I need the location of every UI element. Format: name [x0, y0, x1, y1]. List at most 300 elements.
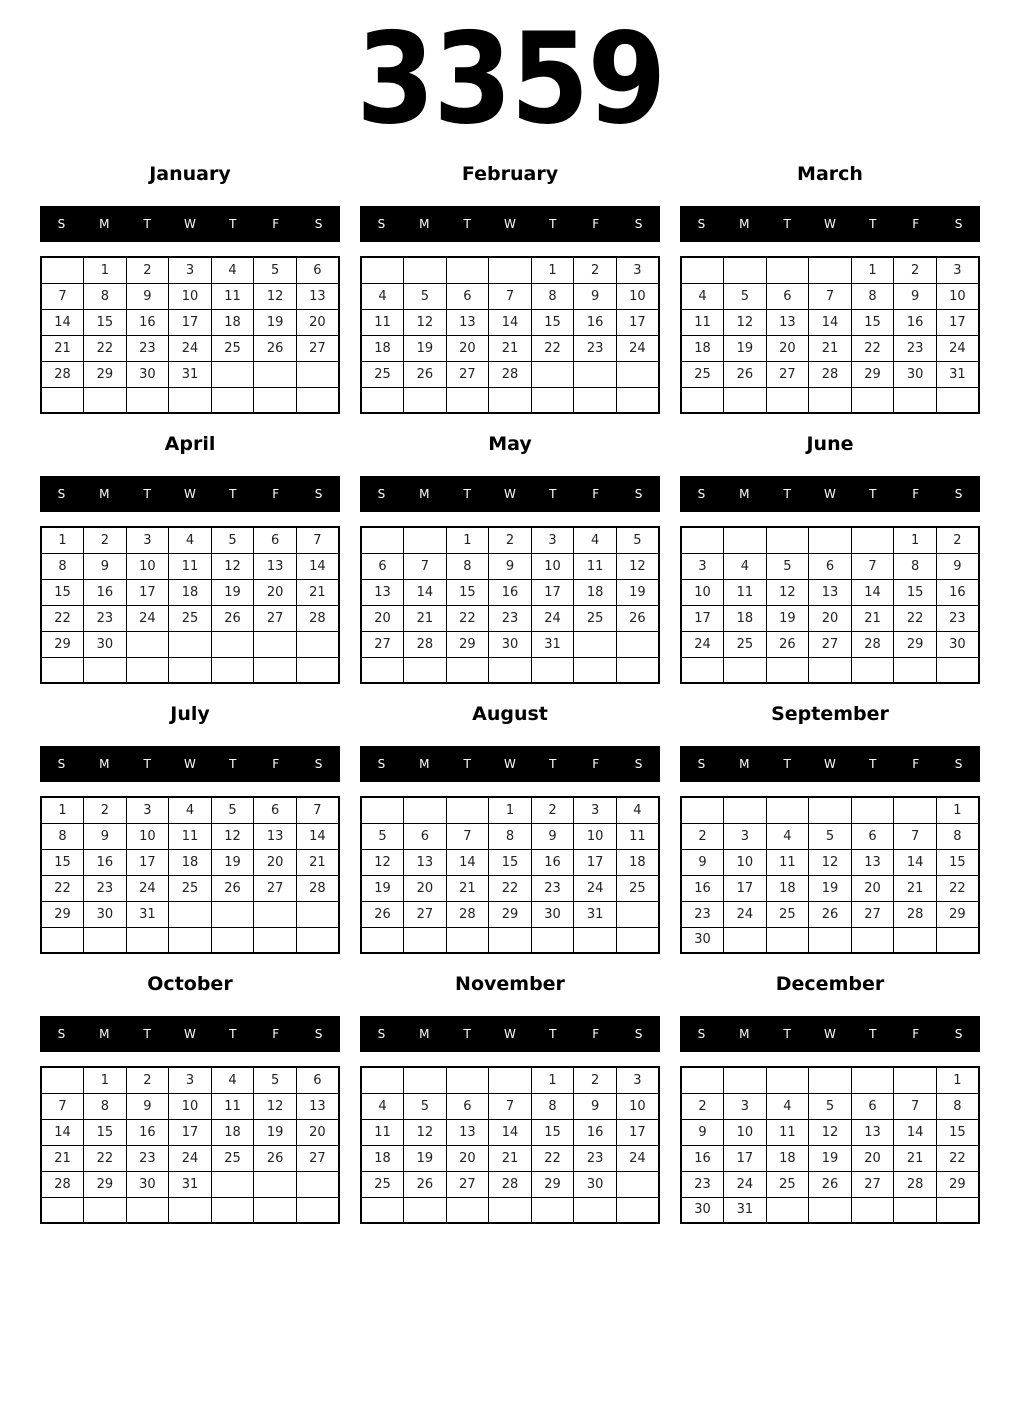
- date-cell: 4: [681, 283, 724, 309]
- weekday-letter: S: [377, 1027, 386, 1041]
- empty-cell: [126, 1197, 169, 1223]
- date-cell: 7: [296, 797, 339, 823]
- weekday-letter: S: [57, 757, 66, 771]
- week-row: [681, 1171, 979, 1197]
- empty-cell: [616, 1171, 659, 1197]
- week-row: [681, 875, 979, 901]
- week-row: [41, 901, 339, 927]
- weekday-letter: S: [634, 757, 643, 771]
- week-row: [681, 1197, 979, 1223]
- empty-cell: [894, 1067, 937, 1093]
- date-cell: 22: [446, 605, 489, 631]
- date-cell: 26: [404, 1171, 447, 1197]
- date-cell: 8: [489, 823, 532, 849]
- empty-cell: [489, 657, 532, 683]
- date-cell: 2: [84, 797, 127, 823]
- empty-cell: [211, 631, 254, 657]
- date-cell: 8: [84, 1093, 127, 1119]
- weekday-letter: S: [377, 217, 386, 231]
- date-cell: 10: [531, 553, 574, 579]
- date-cell: 9: [126, 283, 169, 309]
- week-row: [41, 579, 339, 605]
- date-cell: 7: [296, 527, 339, 553]
- empty-cell: [446, 387, 489, 413]
- empty-cell: [254, 927, 297, 953]
- date-cell: 20: [361, 605, 404, 631]
- date-cell: 16: [936, 579, 979, 605]
- empty-cell: [446, 657, 489, 683]
- weekday-letter: T: [549, 487, 557, 501]
- date-cell: 21: [851, 605, 894, 631]
- month-title: December: [775, 973, 885, 995]
- date-cell: 3: [126, 797, 169, 823]
- empty-cell: [681, 797, 724, 823]
- date-cell: 15: [936, 849, 979, 875]
- weekday-letter: T: [229, 757, 237, 771]
- weekday-letter: T: [143, 1027, 151, 1041]
- date-cell: 4: [361, 283, 404, 309]
- week-row: [681, 553, 979, 579]
- date-cell: 20: [766, 335, 809, 361]
- empty-cell: [936, 387, 979, 413]
- empty-cell: [211, 1171, 254, 1197]
- empty-cell: [724, 797, 767, 823]
- week-row: [41, 361, 339, 387]
- weekday-letter: T: [869, 757, 877, 771]
- empty-cell: [531, 927, 574, 953]
- weekday-letter: T: [869, 487, 877, 501]
- weekday-letter: T: [549, 1027, 557, 1041]
- date-cell: 7: [851, 553, 894, 579]
- empty-cell: [361, 657, 404, 683]
- date-cell: 27: [254, 605, 297, 631]
- date-cell: 10: [936, 283, 979, 309]
- empty-cell: [41, 257, 84, 283]
- weekday-letter: S: [954, 1027, 963, 1041]
- empty-cell: [446, 1067, 489, 1093]
- empty-cell: [616, 361, 659, 387]
- weekday-header-bar: [360, 746, 660, 782]
- date-cell: 18: [681, 335, 724, 361]
- date-cell: 31: [169, 1171, 212, 1197]
- date-cell: 25: [766, 1171, 809, 1197]
- empty-cell: [936, 927, 979, 953]
- date-cell: 25: [681, 361, 724, 387]
- empty-cell: [766, 387, 809, 413]
- date-cell: 29: [84, 361, 127, 387]
- date-cell: 28: [296, 875, 339, 901]
- date-cell: 19: [404, 1145, 447, 1171]
- empty-cell: [126, 927, 169, 953]
- weekday-letter: T: [783, 217, 791, 231]
- date-cell: 30: [126, 1171, 169, 1197]
- empty-cell: [41, 387, 84, 413]
- date-cell: 14: [489, 1119, 532, 1145]
- empty-cell: [254, 901, 297, 927]
- empty-cell: [446, 1197, 489, 1223]
- date-cell: 4: [169, 797, 212, 823]
- weekday-letter: M: [419, 757, 430, 771]
- date-cell: 16: [84, 849, 127, 875]
- months-grid: [0, 158, 1020, 1224]
- date-cell: 27: [446, 361, 489, 387]
- week-row: [361, 657, 659, 683]
- date-cell: 16: [681, 1145, 724, 1171]
- week-row: [681, 1119, 979, 1145]
- date-cell: 26: [616, 605, 659, 631]
- date-grid: [680, 1066, 980, 1224]
- date-cell: 17: [681, 605, 724, 631]
- date-cell: 15: [41, 849, 84, 875]
- empty-cell: [169, 631, 212, 657]
- empty-cell: [766, 527, 809, 553]
- date-cell: 21: [41, 1145, 84, 1171]
- date-cell: 9: [681, 1119, 724, 1145]
- date-cell: 6: [296, 1067, 339, 1093]
- date-cell: 2: [681, 1093, 724, 1119]
- date-cell: 22: [936, 875, 979, 901]
- date-cell: 2: [126, 257, 169, 283]
- month-title: May: [488, 433, 532, 455]
- weekday-letter: M: [99, 757, 110, 771]
- empty-cell: [296, 361, 339, 387]
- weekday-letter: W: [504, 1027, 516, 1041]
- week-row: [681, 527, 979, 553]
- empty-cell: [446, 797, 489, 823]
- date-cell: 24: [126, 605, 169, 631]
- weekday-letter: F: [592, 217, 600, 231]
- date-cell: 30: [489, 631, 532, 657]
- date-cell: 3: [616, 1067, 659, 1093]
- date-cell: 24: [936, 335, 979, 361]
- empty-cell: [574, 387, 617, 413]
- empty-cell: [296, 901, 339, 927]
- date-cell: 11: [724, 579, 767, 605]
- weekday-letter: F: [592, 757, 600, 771]
- date-cell: 31: [531, 631, 574, 657]
- week-row: [361, 875, 659, 901]
- empty-cell: [809, 927, 852, 953]
- date-cell: 5: [254, 257, 297, 283]
- date-cell: 23: [84, 605, 127, 631]
- date-cell: 8: [531, 283, 574, 309]
- empty-cell: [41, 1197, 84, 1223]
- date-cell: 21: [296, 579, 339, 605]
- date-cell: 3: [169, 257, 212, 283]
- empty-cell: [41, 927, 84, 953]
- empty-cell: [254, 657, 297, 683]
- date-cell: 2: [936, 527, 979, 553]
- date-cell: 16: [574, 309, 617, 335]
- date-cell: 13: [296, 283, 339, 309]
- weekday-letter: S: [314, 487, 323, 501]
- empty-cell: [681, 387, 724, 413]
- week-row: [41, 875, 339, 901]
- date-cell: 12: [254, 283, 297, 309]
- date-cell: 14: [296, 823, 339, 849]
- date-cell: 1: [894, 527, 937, 553]
- empty-cell: [169, 657, 212, 683]
- empty-cell: [296, 631, 339, 657]
- weekday-letter: F: [592, 487, 600, 501]
- date-cell: 5: [254, 1067, 297, 1093]
- week-row: [361, 527, 659, 553]
- weekday-letter: W: [504, 487, 516, 501]
- weekday-header-bar: [680, 1016, 980, 1052]
- week-row: [41, 527, 339, 553]
- date-cell: 14: [851, 579, 894, 605]
- date-grid: [40, 256, 340, 414]
- weekday-header-bar: [680, 746, 980, 782]
- date-cell: 1: [84, 257, 127, 283]
- date-cell: 27: [766, 361, 809, 387]
- week-row: [361, 335, 659, 361]
- week-row: [361, 579, 659, 605]
- date-cell: 17: [616, 1119, 659, 1145]
- date-cell: 20: [851, 875, 894, 901]
- date-cell: 26: [361, 901, 404, 927]
- empty-cell: [361, 527, 404, 553]
- date-cell: 22: [41, 605, 84, 631]
- empty-cell: [41, 1067, 84, 1093]
- weekday-letter: T: [143, 487, 151, 501]
- empty-cell: [574, 927, 617, 953]
- week-row: [681, 309, 979, 335]
- empty-cell: [894, 387, 937, 413]
- date-cell: 31: [724, 1197, 767, 1223]
- date-cell: 21: [41, 335, 84, 361]
- date-cell: 5: [724, 283, 767, 309]
- date-cell: 6: [446, 1093, 489, 1119]
- weekday-header-bar: [40, 1016, 340, 1052]
- date-cell: 12: [404, 1119, 447, 1145]
- date-cell: 20: [296, 1119, 339, 1145]
- date-cell: 26: [766, 631, 809, 657]
- weekday-header-bar: [680, 476, 980, 512]
- date-cell: 23: [126, 335, 169, 361]
- date-cell: 10: [616, 1093, 659, 1119]
- date-cell: 7: [489, 1093, 532, 1119]
- date-cell: 9: [936, 553, 979, 579]
- weekday-header-bar: [40, 476, 340, 512]
- date-cell: 9: [84, 553, 127, 579]
- month-title: June: [806, 433, 854, 455]
- date-cell: 30: [531, 901, 574, 927]
- date-cell: 18: [169, 849, 212, 875]
- date-cell: 16: [84, 579, 127, 605]
- date-cell: 12: [809, 1119, 852, 1145]
- date-cell: 9: [489, 553, 532, 579]
- date-cell: 15: [84, 1119, 127, 1145]
- date-cell: 3: [169, 1067, 212, 1093]
- date-cell: 12: [254, 1093, 297, 1119]
- date-cell: 18: [616, 849, 659, 875]
- date-cell: 27: [296, 1145, 339, 1171]
- date-cell: 9: [84, 823, 127, 849]
- date-cell: 21: [296, 849, 339, 875]
- date-cell: 3: [531, 527, 574, 553]
- week-row: [361, 901, 659, 927]
- date-cell: 28: [41, 361, 84, 387]
- date-cell: 13: [766, 309, 809, 335]
- date-cell: 28: [296, 605, 339, 631]
- date-cell: 12: [616, 553, 659, 579]
- date-cell: 8: [936, 1093, 979, 1119]
- empty-cell: [809, 657, 852, 683]
- date-cell: 27: [446, 1171, 489, 1197]
- date-cell: 8: [851, 283, 894, 309]
- date-cell: 16: [574, 1119, 617, 1145]
- empty-cell: [894, 797, 937, 823]
- date-grid: [40, 1066, 340, 1224]
- empty-cell: [936, 657, 979, 683]
- weekday-letter: S: [697, 217, 706, 231]
- date-cell: 3: [724, 1093, 767, 1119]
- weekday-letter: T: [229, 217, 237, 231]
- date-cell: 16: [126, 1119, 169, 1145]
- week-row: [41, 1067, 339, 1093]
- date-cell: 28: [41, 1171, 84, 1197]
- date-cell: 26: [724, 361, 767, 387]
- date-cell: 23: [84, 875, 127, 901]
- date-cell: 16: [531, 849, 574, 875]
- date-cell: 11: [616, 823, 659, 849]
- date-cell: 29: [851, 361, 894, 387]
- date-cell: 16: [126, 309, 169, 335]
- date-cell: 6: [766, 283, 809, 309]
- empty-cell: [489, 387, 532, 413]
- date-cell: 1: [936, 797, 979, 823]
- date-cell: 25: [724, 631, 767, 657]
- date-cell: 6: [809, 553, 852, 579]
- date-cell: 18: [211, 309, 254, 335]
- date-cell: 18: [361, 335, 404, 361]
- date-cell: 28: [894, 901, 937, 927]
- date-cell: 4: [616, 797, 659, 823]
- date-cell: 20: [809, 605, 852, 631]
- empty-cell: [724, 657, 767, 683]
- empty-cell: [211, 387, 254, 413]
- weekday-letter: M: [739, 1027, 750, 1041]
- weekday-letter: S: [634, 487, 643, 501]
- date-grid: [360, 526, 660, 684]
- week-row: [41, 387, 339, 413]
- date-cell: 13: [296, 1093, 339, 1119]
- date-cell: 7: [404, 553, 447, 579]
- date-cell: 22: [41, 875, 84, 901]
- empty-cell: [616, 927, 659, 953]
- weekday-letter: T: [783, 1027, 791, 1041]
- weekday-letter: T: [869, 217, 877, 231]
- date-cell: 13: [254, 823, 297, 849]
- date-cell: 4: [169, 527, 212, 553]
- date-cell: 15: [936, 1119, 979, 1145]
- date-cell: 10: [126, 553, 169, 579]
- date-cell: 10: [724, 849, 767, 875]
- date-cell: 23: [126, 1145, 169, 1171]
- empty-cell: [809, 387, 852, 413]
- month-title: August: [472, 703, 548, 725]
- week-row: [361, 605, 659, 631]
- date-cell: 1: [531, 257, 574, 283]
- weekday-letter: T: [143, 757, 151, 771]
- empty-cell: [361, 387, 404, 413]
- date-cell: 17: [126, 579, 169, 605]
- date-cell: 24: [574, 875, 617, 901]
- empty-cell: [296, 1171, 339, 1197]
- date-cell: 30: [574, 1171, 617, 1197]
- week-row: [41, 1119, 339, 1145]
- date-cell: 8: [446, 553, 489, 579]
- empty-cell: [851, 1197, 894, 1223]
- date-cell: 11: [211, 283, 254, 309]
- date-cell: 3: [574, 797, 617, 823]
- date-cell: 14: [404, 579, 447, 605]
- empty-cell: [766, 927, 809, 953]
- date-cell: 19: [766, 605, 809, 631]
- date-cell: 4: [724, 553, 767, 579]
- date-cell: 7: [446, 823, 489, 849]
- empty-cell: [126, 631, 169, 657]
- date-cell: 12: [361, 849, 404, 875]
- date-cell: 21: [894, 1145, 937, 1171]
- weekday-letter: M: [419, 1027, 430, 1041]
- date-cell: 8: [41, 553, 84, 579]
- empty-cell: [766, 657, 809, 683]
- date-cell: 30: [936, 631, 979, 657]
- date-cell: 17: [126, 849, 169, 875]
- date-cell: 10: [126, 823, 169, 849]
- date-cell: 25: [616, 875, 659, 901]
- date-cell: 20: [254, 849, 297, 875]
- date-grid: [680, 526, 980, 684]
- date-cell: 10: [169, 283, 212, 309]
- date-cell: 12: [766, 579, 809, 605]
- date-cell: 24: [724, 901, 767, 927]
- empty-cell: [296, 387, 339, 413]
- week-row: [361, 361, 659, 387]
- weekday-letter: M: [99, 1027, 110, 1041]
- date-cell: 12: [211, 823, 254, 849]
- weekday-letter: T: [229, 1027, 237, 1041]
- date-cell: 14: [809, 309, 852, 335]
- weekday-letter: W: [504, 217, 516, 231]
- date-cell: 27: [851, 1171, 894, 1197]
- date-cell: 27: [404, 901, 447, 927]
- week-row: [41, 605, 339, 631]
- empty-cell: [404, 1067, 447, 1093]
- date-cell: 5: [211, 797, 254, 823]
- date-cell: 11: [169, 823, 212, 849]
- date-grid: [680, 256, 980, 414]
- date-cell: 1: [446, 527, 489, 553]
- date-cell: 26: [254, 1145, 297, 1171]
- date-cell: 15: [894, 579, 937, 605]
- empty-cell: [361, 1067, 404, 1093]
- weekday-letter: S: [57, 1027, 66, 1041]
- weekday-letter: W: [824, 487, 836, 501]
- date-cell: 7: [894, 1093, 937, 1119]
- empty-cell: [809, 257, 852, 283]
- date-cell: 5: [361, 823, 404, 849]
- empty-cell: [616, 631, 659, 657]
- date-cell: 30: [681, 927, 724, 953]
- weekday-letter: S: [377, 757, 386, 771]
- empty-cell: [404, 1197, 447, 1223]
- month-block: [40, 432, 340, 684]
- date-cell: 26: [404, 361, 447, 387]
- empty-cell: [296, 657, 339, 683]
